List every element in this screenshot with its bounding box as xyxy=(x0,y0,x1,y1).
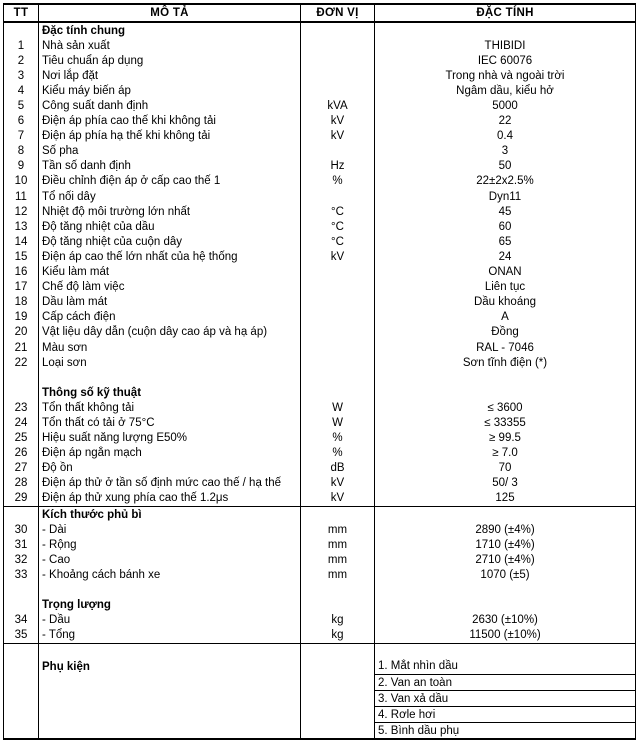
section-title: Kích thước phủ bì xyxy=(39,507,301,523)
row-number: 13 xyxy=(4,219,39,234)
row-value: Dyn11 xyxy=(375,189,636,204)
acc-tt xyxy=(4,723,39,740)
acc-tt xyxy=(4,691,39,707)
row-number: 26 xyxy=(4,446,39,461)
section-unit xyxy=(301,385,375,400)
row-description: Nhà sản xuất xyxy=(39,38,301,53)
section-spec xyxy=(375,385,636,400)
table-row xyxy=(4,431,636,446)
row-description: Điện áp thử xung phía cao thế 1.2μs xyxy=(39,491,301,507)
row-number: 22 xyxy=(4,355,39,370)
row-unit xyxy=(301,38,375,53)
row-value: ≥ 7.0 xyxy=(375,446,636,461)
row-description: Tổn thất không tải xyxy=(39,400,301,415)
row-number: 15 xyxy=(4,249,39,264)
row-description: Độ tăng nhiệt của cuộn dây xyxy=(39,234,301,249)
table-row xyxy=(4,219,636,234)
section-unit xyxy=(301,22,375,38)
row-unit: mm xyxy=(301,567,375,582)
row-unit: % xyxy=(301,446,375,461)
row-unit: W xyxy=(301,400,375,415)
accessory-item: 1. Mắt nhìn dầu xyxy=(375,659,636,675)
section-title: Thông số kỹ thuật xyxy=(39,385,301,400)
row-number: 6 xyxy=(4,114,39,129)
row-unit: Hz xyxy=(301,159,375,174)
row-description: Điện áp ngắn mạch xyxy=(39,446,301,461)
row-value: 2630 (±10%) xyxy=(375,613,636,628)
row-unit: kV xyxy=(301,129,375,144)
row-unit xyxy=(301,295,375,310)
accessory-item: 5. Bình dầu phụ xyxy=(375,723,636,740)
row-number: 28 xyxy=(4,476,39,491)
row-unit xyxy=(301,340,375,355)
blank-desc xyxy=(39,643,301,659)
accessory-item: 2. Van an toàn xyxy=(375,675,636,691)
row-number: 10 xyxy=(4,174,39,189)
row-value: Đồng xyxy=(375,325,636,340)
table-row xyxy=(4,295,636,310)
row-unit xyxy=(301,355,375,370)
row-description: Tổ nối dây xyxy=(39,189,301,204)
row-number: 20 xyxy=(4,325,39,340)
row-number: 32 xyxy=(4,552,39,567)
row-description: Tần số danh định xyxy=(39,159,301,174)
blank-desc xyxy=(39,370,301,385)
row-unit: % xyxy=(301,174,375,189)
row-value: RAL - 7046 xyxy=(375,340,636,355)
table-row xyxy=(4,446,636,461)
row-unit: mm xyxy=(301,552,375,567)
row-unit: dB xyxy=(301,461,375,476)
row-value: 70 xyxy=(375,461,636,476)
row-number: 35 xyxy=(4,628,39,644)
row-value: ≤ 3600 xyxy=(375,400,636,415)
row-number: 18 xyxy=(4,295,39,310)
row-value: 2710 (±4%) xyxy=(375,552,636,567)
table-row xyxy=(4,38,636,53)
row-number: 14 xyxy=(4,234,39,249)
row-value: 1070 (±5) xyxy=(375,567,636,582)
row-number: 31 xyxy=(4,537,39,552)
row-value: IEC 60076 xyxy=(375,53,636,68)
spec-table-body xyxy=(4,22,636,739)
row-unit: °C xyxy=(301,219,375,234)
section-title: Đặc tính chung xyxy=(39,22,301,38)
blank-unit xyxy=(301,370,375,385)
row-description: Nhiệt độ môi trường lớn nhất xyxy=(39,204,301,219)
row-value: 0.4 xyxy=(375,129,636,144)
header-desc: MÔ TẢ xyxy=(39,4,301,22)
table-row xyxy=(4,461,636,476)
table-row xyxy=(4,415,636,430)
row-number: 30 xyxy=(4,522,39,537)
row-description: Điện áp phía hạ thế khi không tải xyxy=(39,129,301,144)
row-number: 11 xyxy=(4,189,39,204)
table-row xyxy=(4,522,636,537)
blank-tt xyxy=(4,643,39,659)
section-spec xyxy=(375,598,636,613)
table-row xyxy=(4,144,636,159)
acc-tt xyxy=(4,707,39,723)
row-unit xyxy=(301,53,375,68)
table-row xyxy=(4,325,636,340)
table-row xyxy=(4,53,636,68)
row-description: - Dầu xyxy=(39,613,301,628)
row-description: Cấp cách điện xyxy=(39,310,301,325)
row-unit: kVA xyxy=(301,98,375,113)
table-row xyxy=(4,552,636,567)
table-row xyxy=(4,159,636,174)
table-row xyxy=(4,83,636,98)
row-description: Điều chỉnh điện áp ở cấp cao thế 1 xyxy=(39,174,301,189)
row-value: 50/ 3 xyxy=(375,476,636,491)
table-row xyxy=(4,310,636,325)
row-description: Màu sơn xyxy=(39,340,301,355)
row-description: Độ tăng nhiệt của dầu xyxy=(39,219,301,234)
list-item xyxy=(4,691,636,707)
row-value: ONAN xyxy=(375,265,636,280)
row-number: 34 xyxy=(4,613,39,628)
accessory-item: 3. Van xả dầu xyxy=(375,691,636,707)
table-row xyxy=(4,174,636,189)
row-unit xyxy=(301,325,375,340)
blank-spec xyxy=(375,582,636,597)
row-unit: kV xyxy=(301,491,375,507)
table-row xyxy=(4,234,636,249)
row-description: Tiêu chuẩn áp dụng xyxy=(39,53,301,68)
row-unit: kg xyxy=(301,613,375,628)
section-row xyxy=(4,385,636,400)
row-unit xyxy=(301,83,375,98)
row-description: - Tổng xyxy=(39,628,301,644)
section-title: Trọng lượng xyxy=(39,598,301,613)
row-unit xyxy=(301,68,375,83)
row-number: 4 xyxy=(4,83,39,98)
row-unit xyxy=(301,280,375,295)
blank-desc xyxy=(39,582,301,597)
table-row xyxy=(4,265,636,280)
row-number: 7 xyxy=(4,129,39,144)
row-number: 9 xyxy=(4,159,39,174)
blank-unit xyxy=(301,643,375,659)
acc-tt xyxy=(4,675,39,691)
row-value: 50 xyxy=(375,159,636,174)
spec-table xyxy=(3,3,636,740)
blank-tt xyxy=(4,582,39,597)
acc-tt xyxy=(4,659,39,675)
row-value: Dầu khoáng xyxy=(375,295,636,310)
row-description: Loại sơn xyxy=(39,355,301,370)
row-unit xyxy=(301,310,375,325)
row-unit: °C xyxy=(301,234,375,249)
row-value: 3 xyxy=(375,144,636,159)
row-value: THIBIDI xyxy=(375,38,636,53)
row-description: Tổn thất có tải ở 75°C xyxy=(39,415,301,430)
row-number: 21 xyxy=(4,340,39,355)
row-unit xyxy=(301,144,375,159)
row-number: 5 xyxy=(4,98,39,113)
row-number: 2 xyxy=(4,53,39,68)
section-spec xyxy=(375,507,636,523)
row-value: 2890 (±4%) xyxy=(375,522,636,537)
accessories-title: Phụ kiện xyxy=(39,659,301,675)
section-row xyxy=(4,598,636,613)
blank-row xyxy=(4,582,636,597)
header-tt: TT xyxy=(4,4,39,22)
row-description: Công suất danh định xyxy=(39,98,301,113)
row-description: Vật liệu dây dẫn (cuộn dây cao áp và hạ áp) xyxy=(39,325,301,340)
row-unit xyxy=(301,265,375,280)
row-value: 5000 xyxy=(375,98,636,113)
acc-desc xyxy=(39,723,301,740)
row-value: 24 xyxy=(375,249,636,264)
row-number: 27 xyxy=(4,461,39,476)
section-row xyxy=(4,22,636,38)
row-value: 65 xyxy=(375,234,636,249)
acc-unit xyxy=(301,659,375,675)
list-item xyxy=(4,723,636,740)
header-row xyxy=(4,4,636,22)
list-item xyxy=(4,675,636,691)
blank-row xyxy=(4,643,636,659)
acc-unit xyxy=(301,723,375,740)
table-row xyxy=(4,355,636,370)
row-value: Sơn tĩnh điện (*) xyxy=(375,355,636,370)
section-tt xyxy=(4,22,39,38)
row-description: - Khoảng cách bánh xe xyxy=(39,567,301,582)
row-description: Kiểu máy biến áp xyxy=(39,83,301,98)
section-unit xyxy=(301,598,375,613)
table-row xyxy=(4,280,636,295)
blank-spec xyxy=(375,643,636,659)
row-number: 33 xyxy=(4,567,39,582)
row-number: 1 xyxy=(4,38,39,53)
row-unit: W xyxy=(301,415,375,430)
row-value: 45 xyxy=(375,204,636,219)
acc-desc xyxy=(39,691,301,707)
row-value: 22 xyxy=(375,114,636,129)
acc-unit xyxy=(301,707,375,723)
row-number: 19 xyxy=(4,310,39,325)
table-row xyxy=(4,628,636,644)
blank-row xyxy=(4,370,636,385)
row-unit: mm xyxy=(301,522,375,537)
row-description: Số pha xyxy=(39,144,301,159)
row-value: ≥ 99.5 xyxy=(375,431,636,446)
row-value: ≤ 33355 xyxy=(375,415,636,430)
table-row xyxy=(4,189,636,204)
section-tt xyxy=(4,385,39,400)
row-number: 3 xyxy=(4,68,39,83)
table-row xyxy=(4,114,636,129)
acc-unit xyxy=(301,691,375,707)
table-row xyxy=(4,129,636,144)
row-description: Độ ồn xyxy=(39,461,301,476)
section-tt xyxy=(4,507,39,523)
row-number: 12 xyxy=(4,204,39,219)
row-number: 17 xyxy=(4,280,39,295)
accessory-item: 4. Rơle hơi xyxy=(375,707,636,723)
table-row xyxy=(4,204,636,219)
table-row xyxy=(4,340,636,355)
row-value: Liên tục xyxy=(375,280,636,295)
row-description: Điện áp phía cao thế khi không tải xyxy=(39,114,301,129)
row-number: 29 xyxy=(4,491,39,507)
row-number: 23 xyxy=(4,400,39,415)
row-unit: kg xyxy=(301,628,375,644)
row-value: 125 xyxy=(375,491,636,507)
row-description: Hiệu suất năng lượng E50% xyxy=(39,431,301,446)
row-value: 22±2x2.5% xyxy=(375,174,636,189)
row-description: Chế độ làm việc xyxy=(39,280,301,295)
section-spec xyxy=(375,22,636,38)
row-description: - Rộng xyxy=(39,537,301,552)
row-value: Ngâm dầu, kiểu hở xyxy=(375,83,636,98)
table-row xyxy=(4,613,636,628)
table-row xyxy=(4,249,636,264)
row-description: - Dài xyxy=(39,522,301,537)
row-value: 60 xyxy=(375,219,636,234)
acc-desc xyxy=(39,707,301,723)
blank-spec xyxy=(375,370,636,385)
row-value: 1710 (±4%) xyxy=(375,537,636,552)
section-tt xyxy=(4,598,39,613)
blank-unit xyxy=(301,582,375,597)
row-unit: kV xyxy=(301,476,375,491)
row-unit: kV xyxy=(301,114,375,129)
row-description: Điện áp cao thế lớn nhất của hệ thống xyxy=(39,249,301,264)
row-unit xyxy=(301,189,375,204)
row-unit: kV xyxy=(301,249,375,264)
acc-unit xyxy=(301,675,375,691)
header-unit: ĐƠN VỊ xyxy=(301,4,375,22)
list-item xyxy=(4,707,636,723)
header-spec: ĐẶC TÍNH xyxy=(375,4,636,22)
table-row xyxy=(4,567,636,582)
row-number: 25 xyxy=(4,431,39,446)
table-row xyxy=(4,491,636,507)
table-row xyxy=(4,400,636,415)
section-row xyxy=(4,507,636,523)
row-number: 16 xyxy=(4,265,39,280)
row-value: Trong nhà và ngoài trời xyxy=(375,68,636,83)
table-row xyxy=(4,68,636,83)
row-value: 11500 (±10%) xyxy=(375,628,636,644)
table-row xyxy=(4,537,636,552)
section-unit xyxy=(301,507,375,523)
row-number: 8 xyxy=(4,144,39,159)
row-value: A xyxy=(375,310,636,325)
table-row xyxy=(4,98,636,113)
row-number: 24 xyxy=(4,415,39,430)
table-row xyxy=(4,476,636,491)
row-unit: % xyxy=(301,431,375,446)
row-unit: °C xyxy=(301,204,375,219)
acc-desc xyxy=(39,675,301,691)
row-unit: mm xyxy=(301,537,375,552)
row-description: - Cao xyxy=(39,552,301,567)
row-description: Điện áp thử ở tần số định mức cao thế / hạ thế xyxy=(39,476,301,491)
row-description: Dầu làm mát xyxy=(39,295,301,310)
row-description: Nơi lắp đặt xyxy=(39,68,301,83)
row-description: Kiểu làm mát xyxy=(39,265,301,280)
blank-tt xyxy=(4,370,39,385)
list-item xyxy=(4,659,636,675)
